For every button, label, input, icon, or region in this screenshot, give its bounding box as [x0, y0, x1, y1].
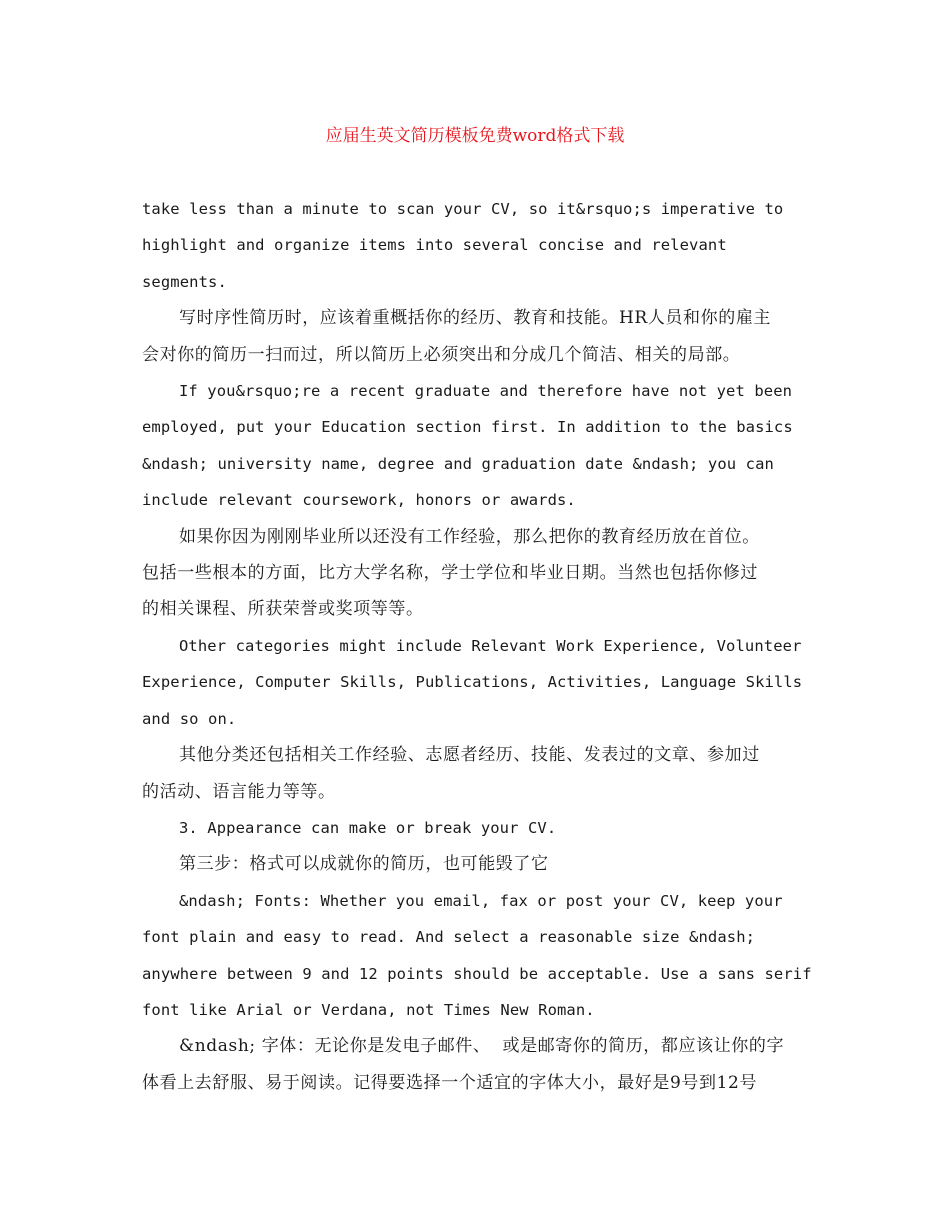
document-title: 应届生英文简历模板免费word格式下载	[325, 126, 625, 146]
document-body	[142, 191, 812, 1101]
paragraph-en-1: take less than a minute to scan your CV, so it&rsquo;s imperative to highlight and organize items into several concise and relevant segments.	[142, 200, 784, 291]
paragraph-zh-1: 写时序性简历时，应该着重概括你的经历、教育和技能。HR人员和你的雇主 会对你的简历一扫而过，所以简历上必须突出和分成几个简洁、相关的局部。	[142, 308, 772, 365]
section-heading-zh: 第三步：格式可以成就你的简历，也可能毁了它	[179, 854, 549, 875]
paragraph-en-3: Other categories might include Relevant Work Experience, Volunteer Experience, Computer Skills, Publications, Activities, Language Skills and so on.	[142, 636, 803, 728]
paragraph-zh-3: 其他分类还包括相关工作经验、志愿者经历、技能、发表过的文章、参加过 的活动、语言能力等等。	[142, 745, 760, 802]
paragraph-zh-4: &ndash; 字体：无论你是发电子邮件、 或是邮寄你的简历，都应该让你的字 体看上去舒服、易于阅读。记得要选择一个适宜的字体大小，最好是9号到12号	[142, 1036, 785, 1093]
section-heading-en: 3. Appearance can make or break your CV.	[179, 818, 557, 837]
paragraph-en-2: If you&rsquo;re a recent graduate and therefore have not yet been employed, put your Education section first. In addition to the basics &ndash; university name, degree and graduation date &ndash; you can include relevant coursework, honors or awards.	[142, 382, 793, 510]
paragraph-zh-2: 如果你因为刚刚毕业所以还没有工作经验，那么把你的教育经历放在首位。 包括一些根本的方面，比方大学名称，学士学位和毕业日期。当然也包括你修过 的相关课程、所获荣誉或奖项等等。	[142, 526, 760, 620]
paragraph-en-4: &ndash; Fonts: Whether you email, fax or post your CV, keep your font plain and easy to read. And select a reasonable size &ndash; anywhere between 9 and 12 points should be acceptable. Use a sans serif font like Arial or Verdana, not Times New Roman.	[142, 891, 812, 1019]
